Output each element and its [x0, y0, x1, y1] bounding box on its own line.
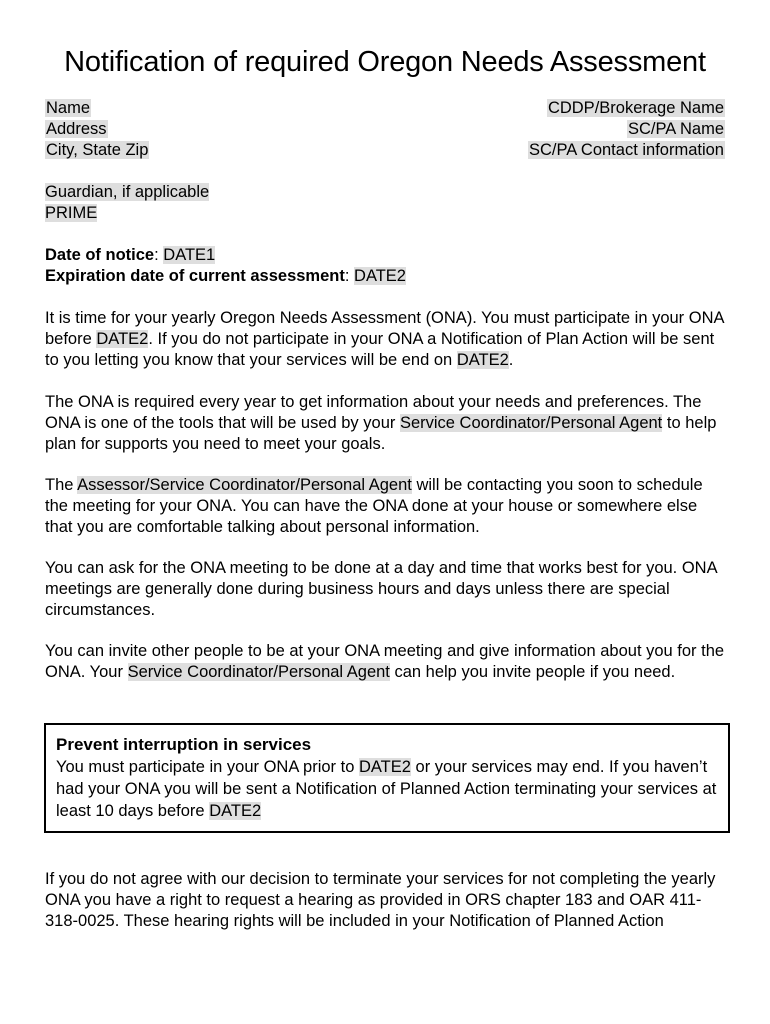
paragraph-contact-soon: The Assessor/Service Coordinator/Personal Agent will be contacting you soon to schedule the meeting for your ONA. You can have the ONA done at your house or somewhere else that you are comfortable talking about personal information. [45, 476, 703, 536]
sender-address-block [528, 98, 725, 161]
date-field: DATE2 [96, 330, 149, 348]
paragraph-hearing-rights: If you do not agree with our decision to terminate your services for not completing the yearly ONA you have a right to request a hearing as provided in ORS chapter 183 and OAR 411-318-0025. These hearing rights will be included in your Notification of Planned Action [45, 870, 716, 930]
page-title: Notification of required Oregon Needs Assessment [64, 46, 706, 78]
recipient-city-field: City, State Zip [46, 141, 149, 159]
scpa-name-field: SC/PA Name [628, 120, 724, 138]
recipient-address-block [45, 98, 149, 161]
box-body: You must participate in your ONA prior to DATE2 or your services may end. If you haven’t had your ONA you will be sent a Notification of Planned Action terminating your services at least 10 days before DATE2 [56, 758, 717, 820]
recipient-address-field: Address [46, 120, 107, 138]
paragraph-invite-people: You can invite other people to be at your ONA meeting and give information about you for the ONA. Your Service Coordinator/Personal Agent can help you invite people if you need. [45, 642, 725, 681]
prime-field: PRIME [45, 204, 98, 222]
paragraph-ona-required: The ONA is required every year to get information about your needs and preferences. The ONA is one of the tools that will be used by your Service Coordinator/Personal Agent to help plan for supports you need to meet your goals. [45, 393, 717, 453]
expiration-date-label: Expiration date of current assessment [45, 267, 345, 285]
dates-block [45, 245, 729, 287]
cddp-name-field: CDDP/Brokerage Name [547, 99, 724, 117]
scpa-contact-field: SC/PA Contact information [528, 141, 724, 159]
date-field: DATE2 [358, 758, 411, 776]
notice-date-label: Date of notice [45, 246, 155, 264]
guardian-block [45, 182, 729, 224]
coordinator-field: Service Coordinator/Personal Agent [399, 414, 663, 432]
paragraph-yearly-ona: It is time for your yearly Oregon Needs Assessment (ONA). You must participate in your ONA before DATE2. If you do not participate in your ONA a Notification of Plan Action will be sent to you letting you know that your services will be end on DATE2. [45, 309, 724, 369]
coordinator-field: Service Coordinator/Personal Agent [127, 663, 390, 681]
assessor-field: Assessor/Service Coordinator/Personal Agent [77, 476, 412, 494]
paragraph-meeting-time: You can ask for the ONA meeting to be done at a day and time that works best for you. ONA meetings are generally done during business hours and days unless there are special circumstances. [45, 559, 717, 619]
guardian-field: Guardian, if applicable [45, 183, 210, 201]
box-title: Prevent interruption in services [56, 735, 312, 754]
recipient-name-field: Name [46, 99, 91, 117]
notice-date-field: DATE1 [163, 246, 216, 264]
date-field: DATE2 [209, 802, 262, 820]
expiration-date-line: Expiration date of current assessment: DATE2 [45, 267, 406, 285]
date-field: DATE2 [456, 351, 509, 369]
prevent-interruption-box [44, 723, 730, 833]
notice-date-line: Date of notice: DATE1 [45, 246, 216, 264]
expiration-date-field: DATE2 [354, 267, 406, 285]
